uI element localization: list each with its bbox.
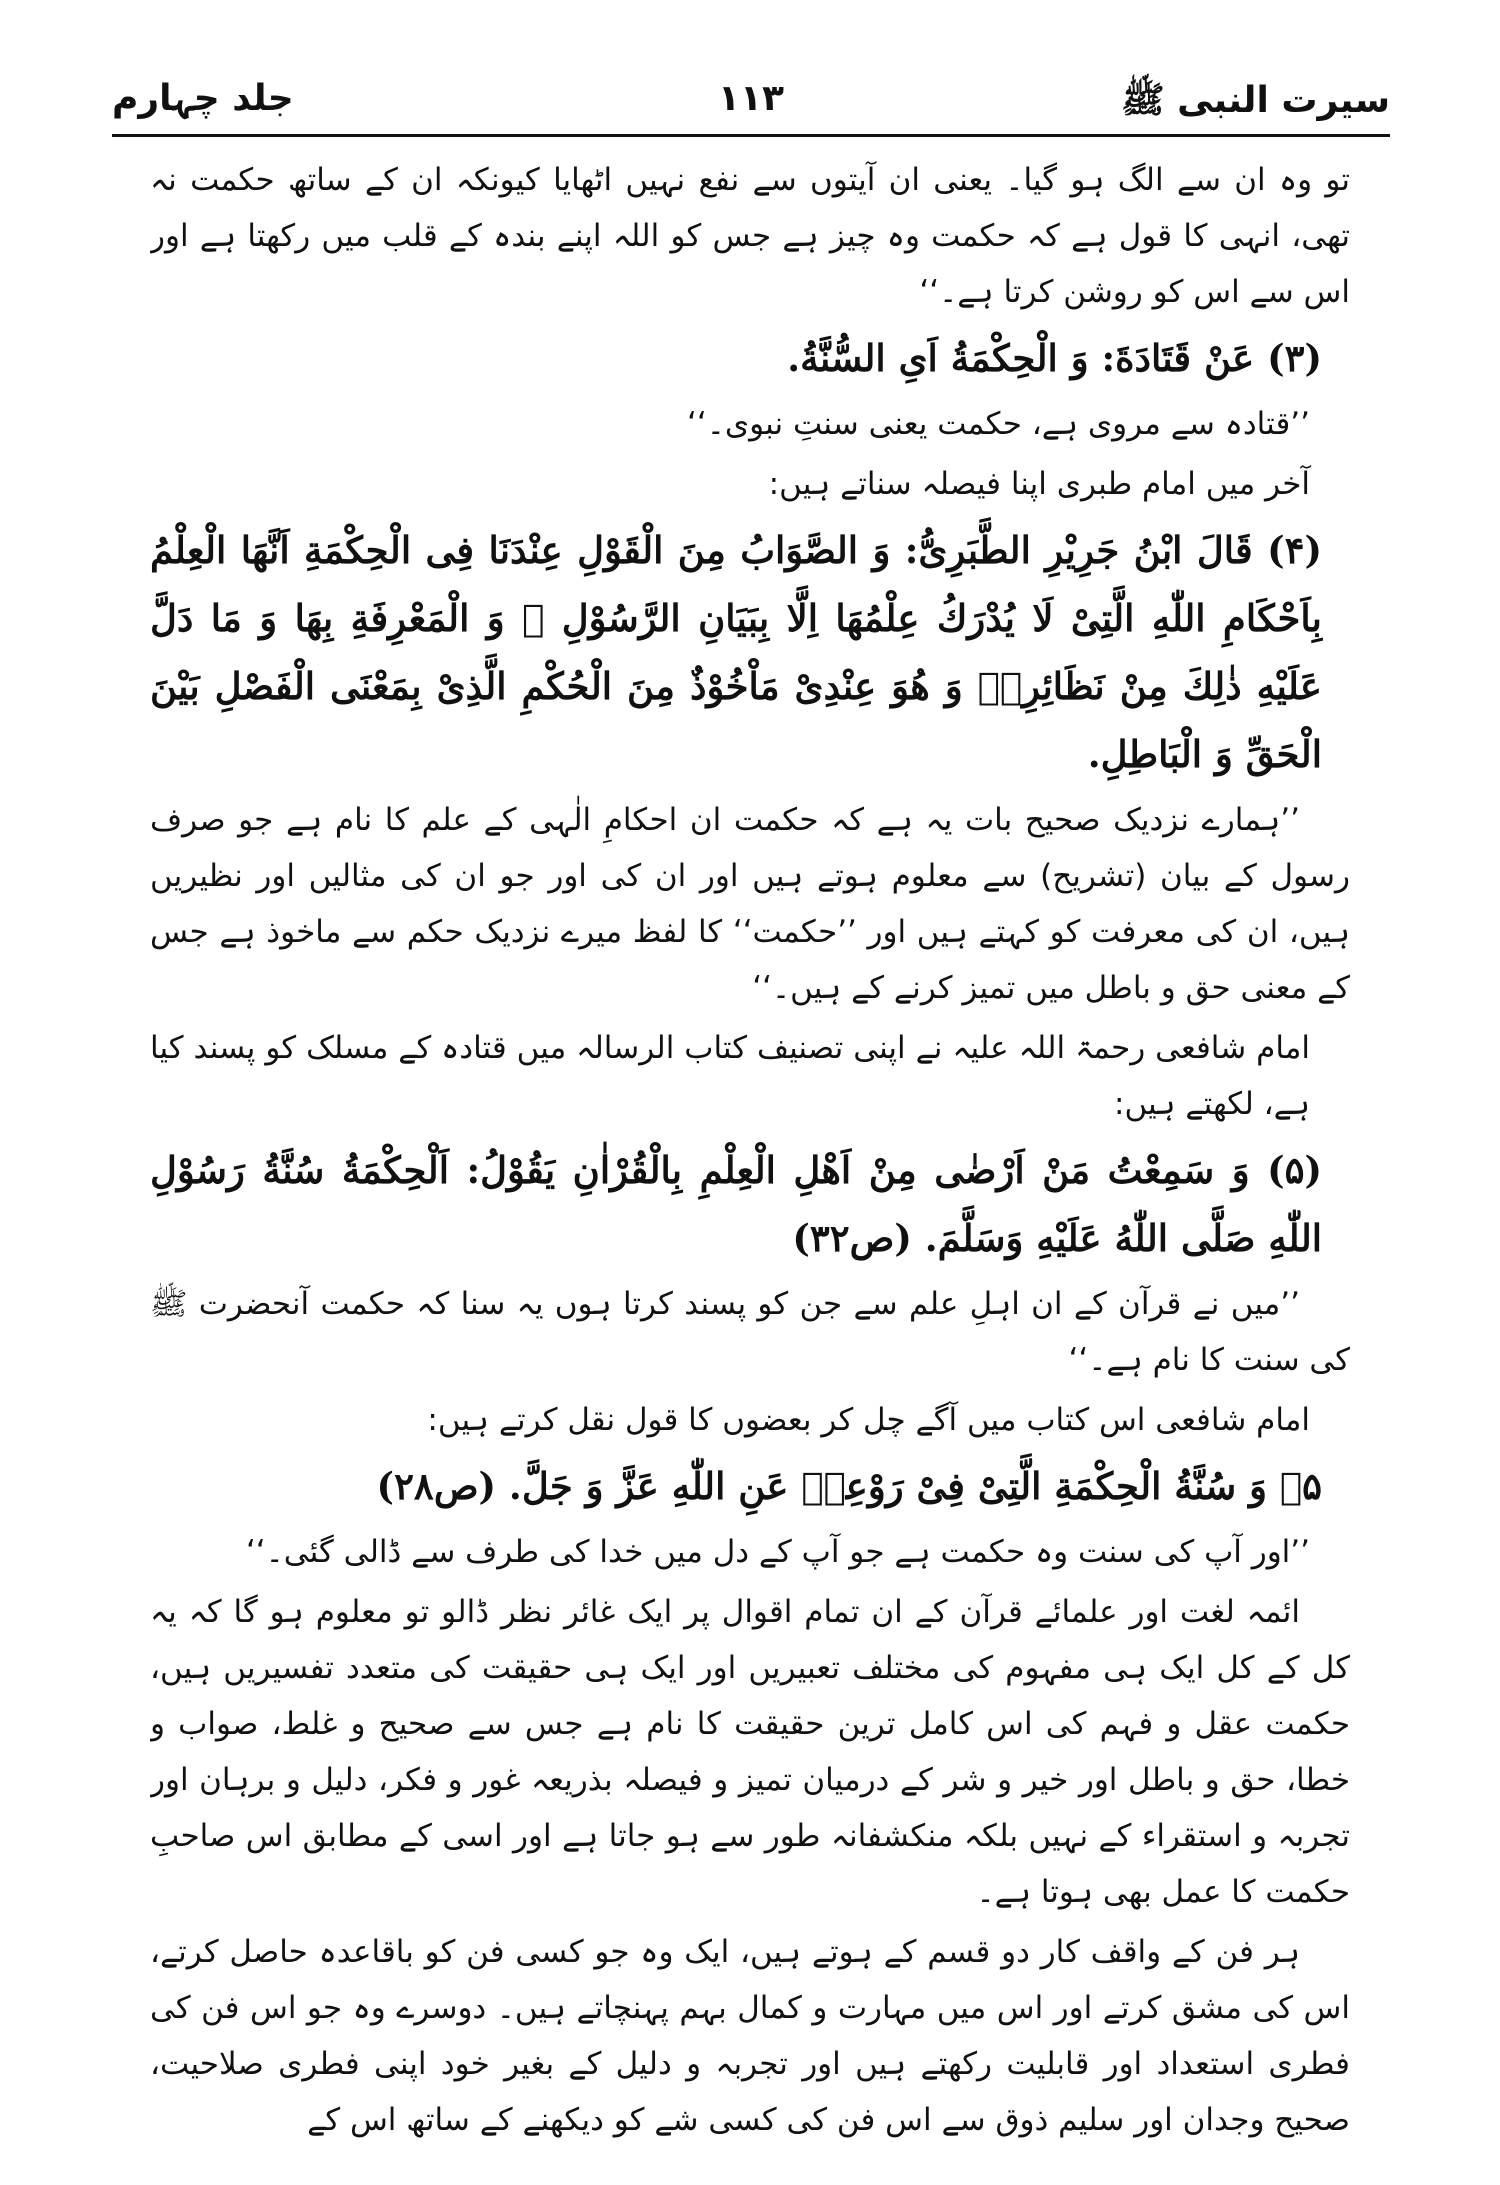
header-rule <box>112 134 1390 137</box>
intro-shafii: امام شافعی رحمۃ اللہ علیہ نے اپنی تصنیف کتاب الرسالہ میں قتادہ کے مسلک کو پسند کیا ہے، لکھتے ہیں: <box>150 1030 1310 1122</box>
body-text <box>150 152 1350 2152</box>
arabic-quote-4: (۴) قَالَ ابْنُ جَرِیْرِ الطَّبَرِیُّ: وَ الصَّوَابُ مِنَ الْقَوْلِ عِنْدَنَا فِی الْحِكْمَةِ اَنَّهَا الْعِلْمُ بِاَحْكَامِ اللّٰهِ الَّتِیْ لَا یُدْرَكُ عِلْمُهَا اِلَّا بِبَیَانِ الرَّسُوْلِ ﷺ وَ الْمَعْرِفَةِ بِهَا وَ مَا دَلَّ عَلَیْهِ ذٰلِكَ مِنْ نَظَائِرِهٖ وَ هُوَ عِنْدِیْ مَاْخُوْذٌ مِنَ الْحُكْمِ الَّذِیْ بِمَعْنَی الْفَصْلِ بَیْنَ الْحَقِّ وَ الْبَاطِلِ. <box>150 528 1322 776</box>
translation-4: ’’ہمارے نزدیک صحیح بات یہ ہے کہ حکمت ان احکامِ الٰہی کے علم کا نام ہے جو صرف رسول کے بیان (تشریح) سے معلوم ہوتے ہیں اور ان کی اور جو ان کی مثالیں اور نظیریں ہیں، ان کی معرفت کو کہتے ہیں اور ’’حکمت‘‘ کا لفظ میرے نزدیک حکم سے ماخوذ ہے جس کے معنی حق و باطل میں تمیز کرنے کے ہیں۔‘‘ <box>150 802 1350 1006</box>
arabic-quote-3: (۳) عَنْ قَتَادَةَ: وَ الْحِكْمَةُ اَیِ السُّنَّةُ. <box>787 336 1322 380</box>
intro-shafii-2: امام شافعی اس کتاب میں آگے چل کر بعضوں کا قول نقل کرتے ہیں: <box>427 1402 1310 1438</box>
paragraph-continuation: تو وہ ان سے الگ ہو گیا۔ یعنی ان آیتوں سے نفع نہیں اٹھایا کیونکہ ان کے ساتھ حکمت نہ تھی، انہی کا قول ہے کہ حکمت وہ چیز ہے جس کو اللہ اپنے بندہ کے قلب میں رکھتا ہے اور اس سے اس کو روشن کرتا ہے۔‘‘ <box>150 162 1350 310</box>
book-title: سیرت النبی ﷺ <box>1121 80 1390 121</box>
volume-label: جلد چہارم <box>112 78 294 119</box>
intro-tabari: آخر میں امام طبری اپنا فیصلہ سناتے ہیں: <box>768 466 1310 502</box>
arabic-quote-6: ۵۔ وَ سُنَّةُ الْحِكْمَةِ الَّتِیْ فِیْ رَوْعِهٖ عَنِ اللّٰهِ عَزَّ وَ جَلَّ. (ص۲۸) <box>376 1464 1322 1508</box>
arabic-quote-5: (۵) وَ سَمِعْتُ مَنْ اَرْضٰی مِنْ اَهْلِ الْعِلْمِ بِالْقُرْاٰنِ یَقُوْلُ: اَلْحِكْمَةُ سُنَّةُ رَسُوْلِ اللّٰهِ صَلَّی اللّٰهُ عَلَیْهِ وَسَلَّمَ. (ص۳۲) <box>150 1148 1322 1260</box>
page-header <box>112 78 1390 134</box>
paragraph-summary: ائمہ لغت اور علمائے قرآن کے ان تمام اقوال پر ایک غائر نظر ڈالو تو معلوم ہو گا کہ یہ کل کے کل ایک ہی مفہوم کی مختلف تعبیریں اور ایک ہی حقیقت کی متعدد تفسیریں ہیں، حکمت عقل و فہم کی اس کامل ترین حقیقت کا نام ہے جس سے صحیح و غلط، صواب و خطا، حق و باطل اور خیر و شر کے درمیان تمیز و فیصلہ بذریعہ غور و فکر، دلیل و برہان اور تجربہ و استقراء کے نہیں بلکہ منکشفانہ طور سے ہو جاتا ہے اور اسی کے مطابق اس صاحبِ حکمت کا عمل بھی ہوتا ہے۔ <box>150 1594 1350 1910</box>
paragraph-experts: ہر فن کے واقف کار دو قسم کے ہوتے ہیں، ایک وہ جو کسی فن کو باقاعدہ حاصل کرتے، اس کی مشق کرتے اور اس میں مہارت و کمال بہم پہنچاتے ہیں۔ دوسرے وہ جو اس فن کی فطری استعداد اور قابلیت رکھتے ہیں اور تجربہ و دلیل کے بغیر خود اپنی فطری صلاحیت، صحیح وجدان اور سلیم ذوق سے اس فن کی کسی شے کو دیکھنے کے ساتھ اس کے <box>150 1934 1350 2138</box>
translation-3: ’’قتادہ سے مروی ہے، حکمت یعنی سنتِ نبوی۔‘‘ <box>686 406 1310 442</box>
translation-6: ’’اور آپ کی سنت وہ حکمت ہے جو آپ کے دل میں خدا کی طرف سے ڈالی گئی۔‘‘ <box>245 1534 1310 1570</box>
page-number: ۱۱۳ <box>718 78 784 119</box>
translation-5: ’’میں نے قرآن کے ان اہلِ علم سے جن کو پسند کرتا ہوں یہ سنا کہ حکمت آنحضرت ﷺ کی سنت کا نام ہے۔‘‘ <box>150 1286 1350 1378</box>
